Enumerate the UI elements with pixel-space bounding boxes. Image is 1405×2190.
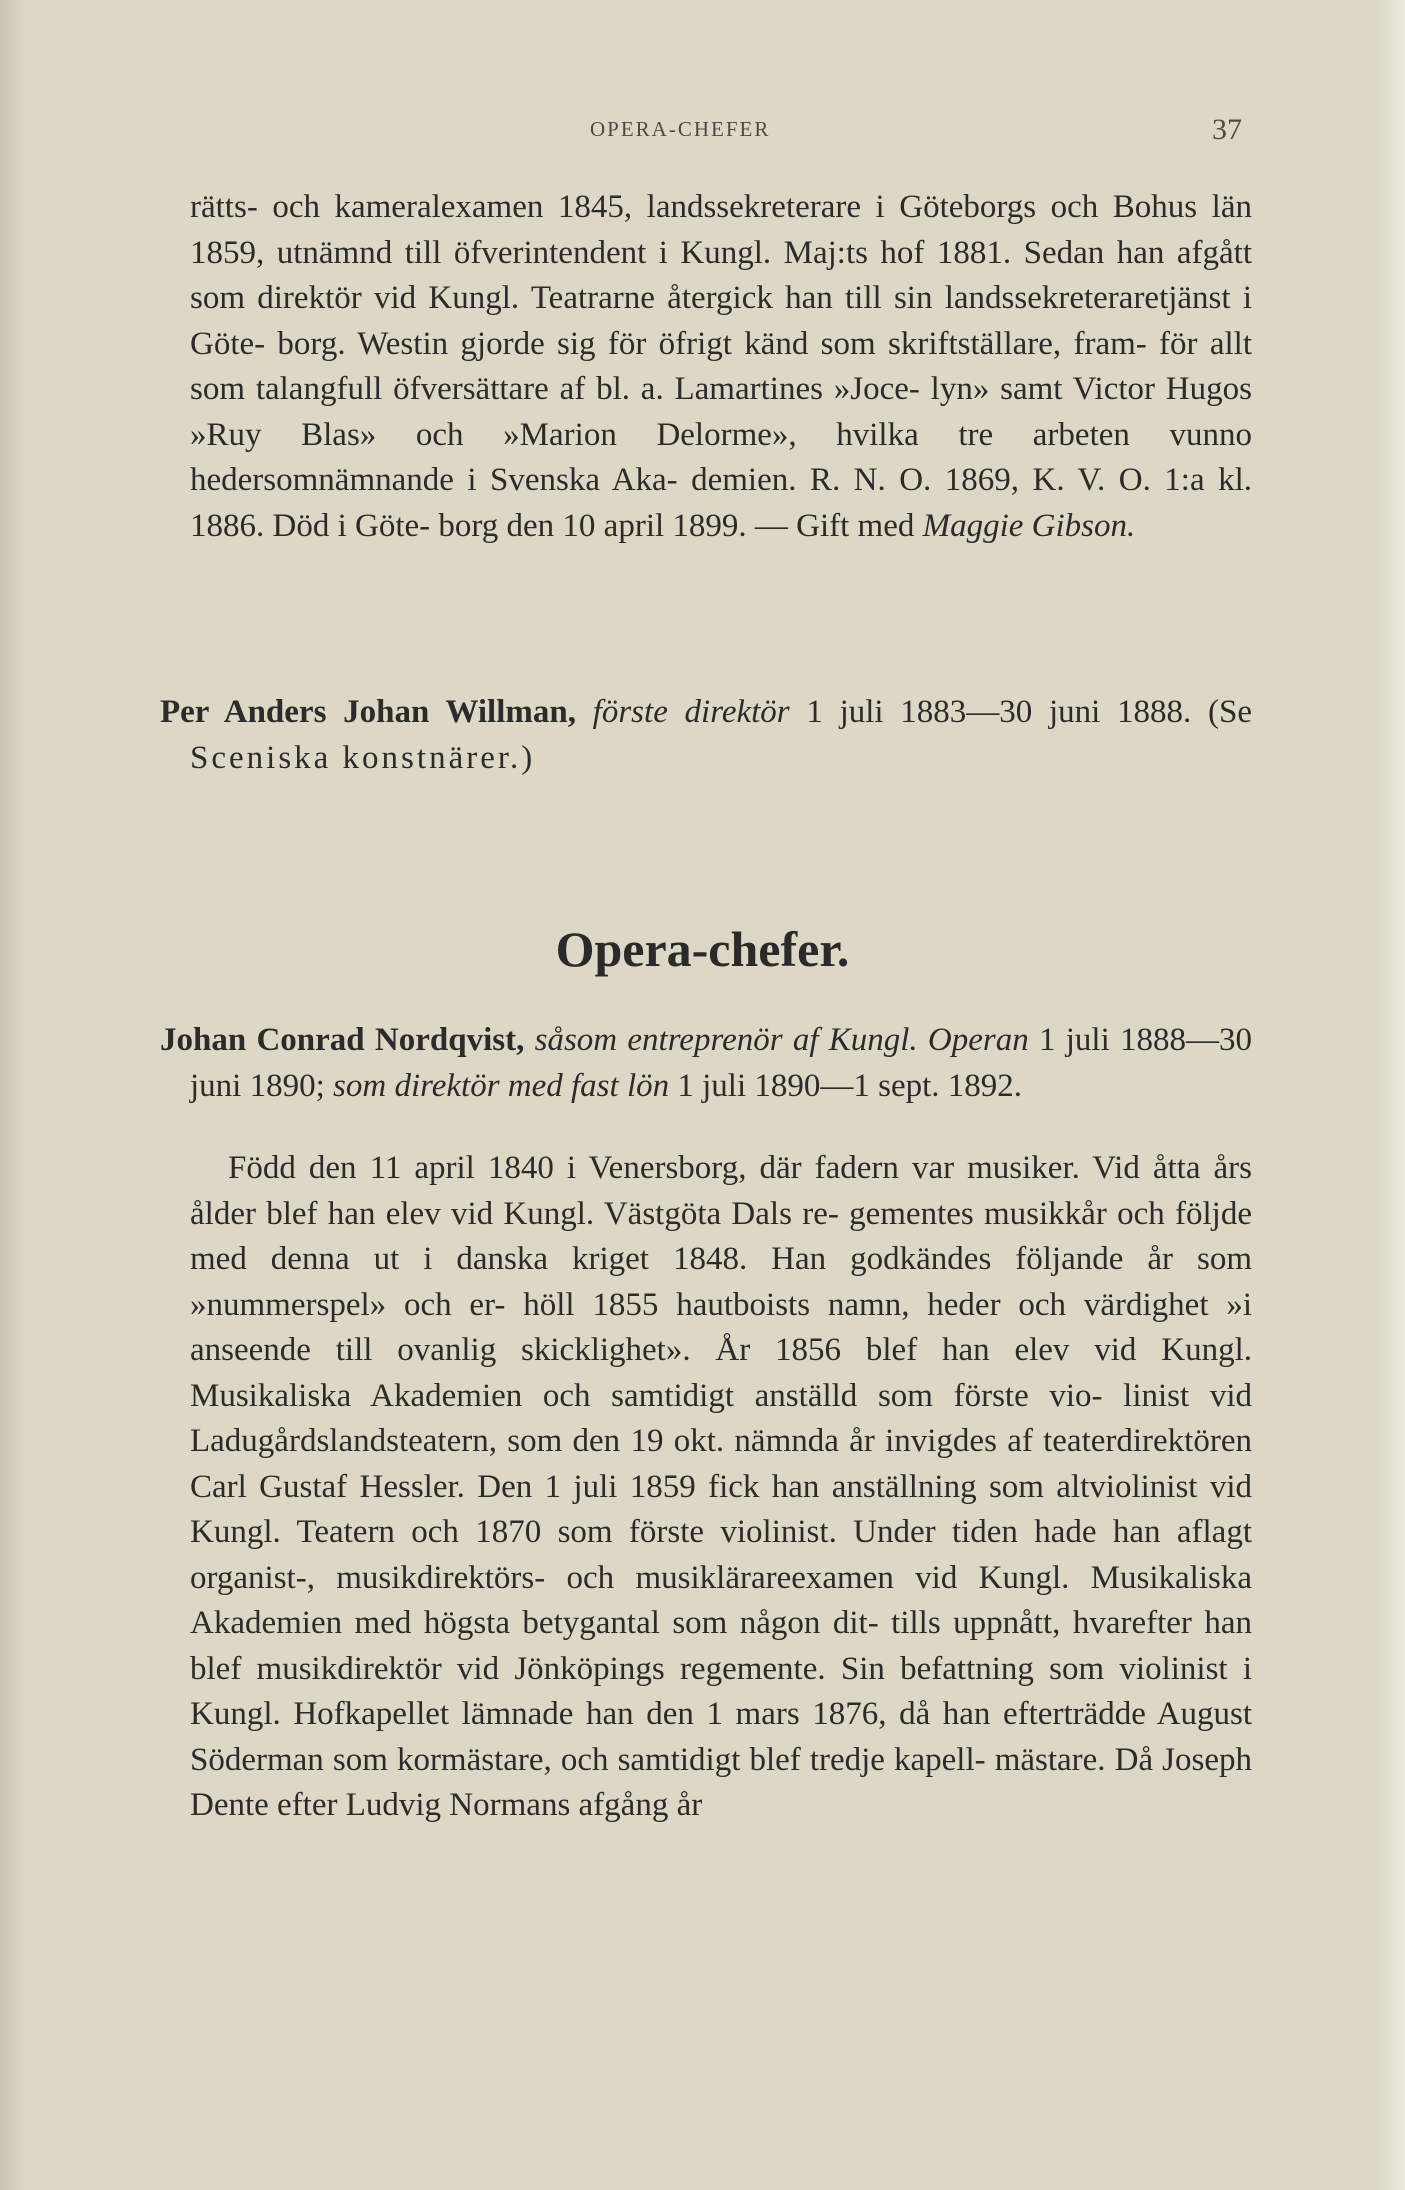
- willman-name: Per Anders Johan Willman,: [160, 694, 576, 730]
- nordqvist-name: Johan Conrad Nordqvist,: [160, 1022, 525, 1058]
- section-title: Opera-chefer.: [555, 921, 850, 977]
- willman-role: förste direktör: [592, 694, 790, 730]
- page-number: 37: [1212, 113, 1242, 146]
- nordqvist-entry: [160, 1018, 1252, 1109]
- nordqvist-role-2: som direktör med fast lön: [333, 1067, 670, 1104]
- running-title: OPERA-CHEFER: [590, 117, 771, 141]
- nordqvist-dates-1: 1 juli 1888—30 juni 1890;: [190, 1022, 1253, 1104]
- westin-paragraph-text: rätts- och kameralexamen 1845, landssekreterare i Göteborgs och Bohus län 1859, utnämnd till öfverintendent i Kungl. Maj:ts hof 1881. Sedan han afgått som direktör vid Kungl. Teatrarne återgick han till sin landssekreteraretjänst i Göte- borg. Westin gjorde sig för öfrigt känd som skriftställare, fram- för allt som talangfull öfversättare af bl. a. Lamartines »Joce- lyn» samt Victor Hugos »Ruy Blas» och »Marion Delorme», hvilka tre arbeten vunno hedersomnämnande i Svenska Aka- demien. R. N. O. 1869, K. V. O. 1:a kl. 1886. Död i Göte- borg den 10 april 1899. — Gift med: [190, 189, 1252, 544]
- westin-spouse-name: Maggie Gibson.: [922, 507, 1136, 544]
- page-edge-left: [0, 0, 26, 2190]
- nordqvist-dates-2: 1 juli 1890—1 sept. 1892.: [677, 1067, 1023, 1104]
- nordqvist-role-1: såsom entreprenör af Kungl. Operan: [534, 1022, 1029, 1058]
- nordqvist-biography: Född den 11 april 1840 i Venersborg, där fadern var musiker. Vid åtta års ålder blef han elev vid Kungl. Västgöta Dals re- gementes musikkår och följde med denna ut i danska kriget 1848. Han godkändes följande år som »nummerspel» och er- höll 1855 hautboists namn, heder och värdighet »i anseende till ovanlig skicklighet». År 1856 blef han elev vid Kungl. Musikaliska Akademien och samtidigt anställd som förste vio- linist vid Ladugårdslandsteatern, som den 19 okt. nämnda år invigdes af teaterdirektören Carl Gustaf Hessler. Den 1 juli 1859 fick han anställning som altviolinist vid Kungl. Teatern och 1870 som förste violinist. Under tiden hade han aflagt organist-, musikdirektörs- och musiklärareexamen vid Kungl. Musikaliska Akademien med högsta betygantal som någon dit- tills uppnått, hvarefter han blef musikdirektör vid Jönköpings regemente. Sin befattning som violinist i Kungl. Hofkapellet lämnade han den 1 mars 1876, då han efterträdde August Söderman som kormästare, och samtidigt blef tredje kapell- mästare. Då Joseph Dente efter Ludvig Normans afgång år: [190, 1150, 1252, 1823]
- running-head: [0, 113, 1405, 147]
- willman-dates: 1 juli 1883—30 juni 1888. (Se: [806, 694, 1253, 730]
- westin-paragraph-continuation: [190, 185, 1252, 549]
- page-edge-right: [1375, 0, 1405, 2190]
- willman-reference: Sceniska konstnärer.): [190, 739, 536, 776]
- willman-entry: [160, 690, 1252, 781]
